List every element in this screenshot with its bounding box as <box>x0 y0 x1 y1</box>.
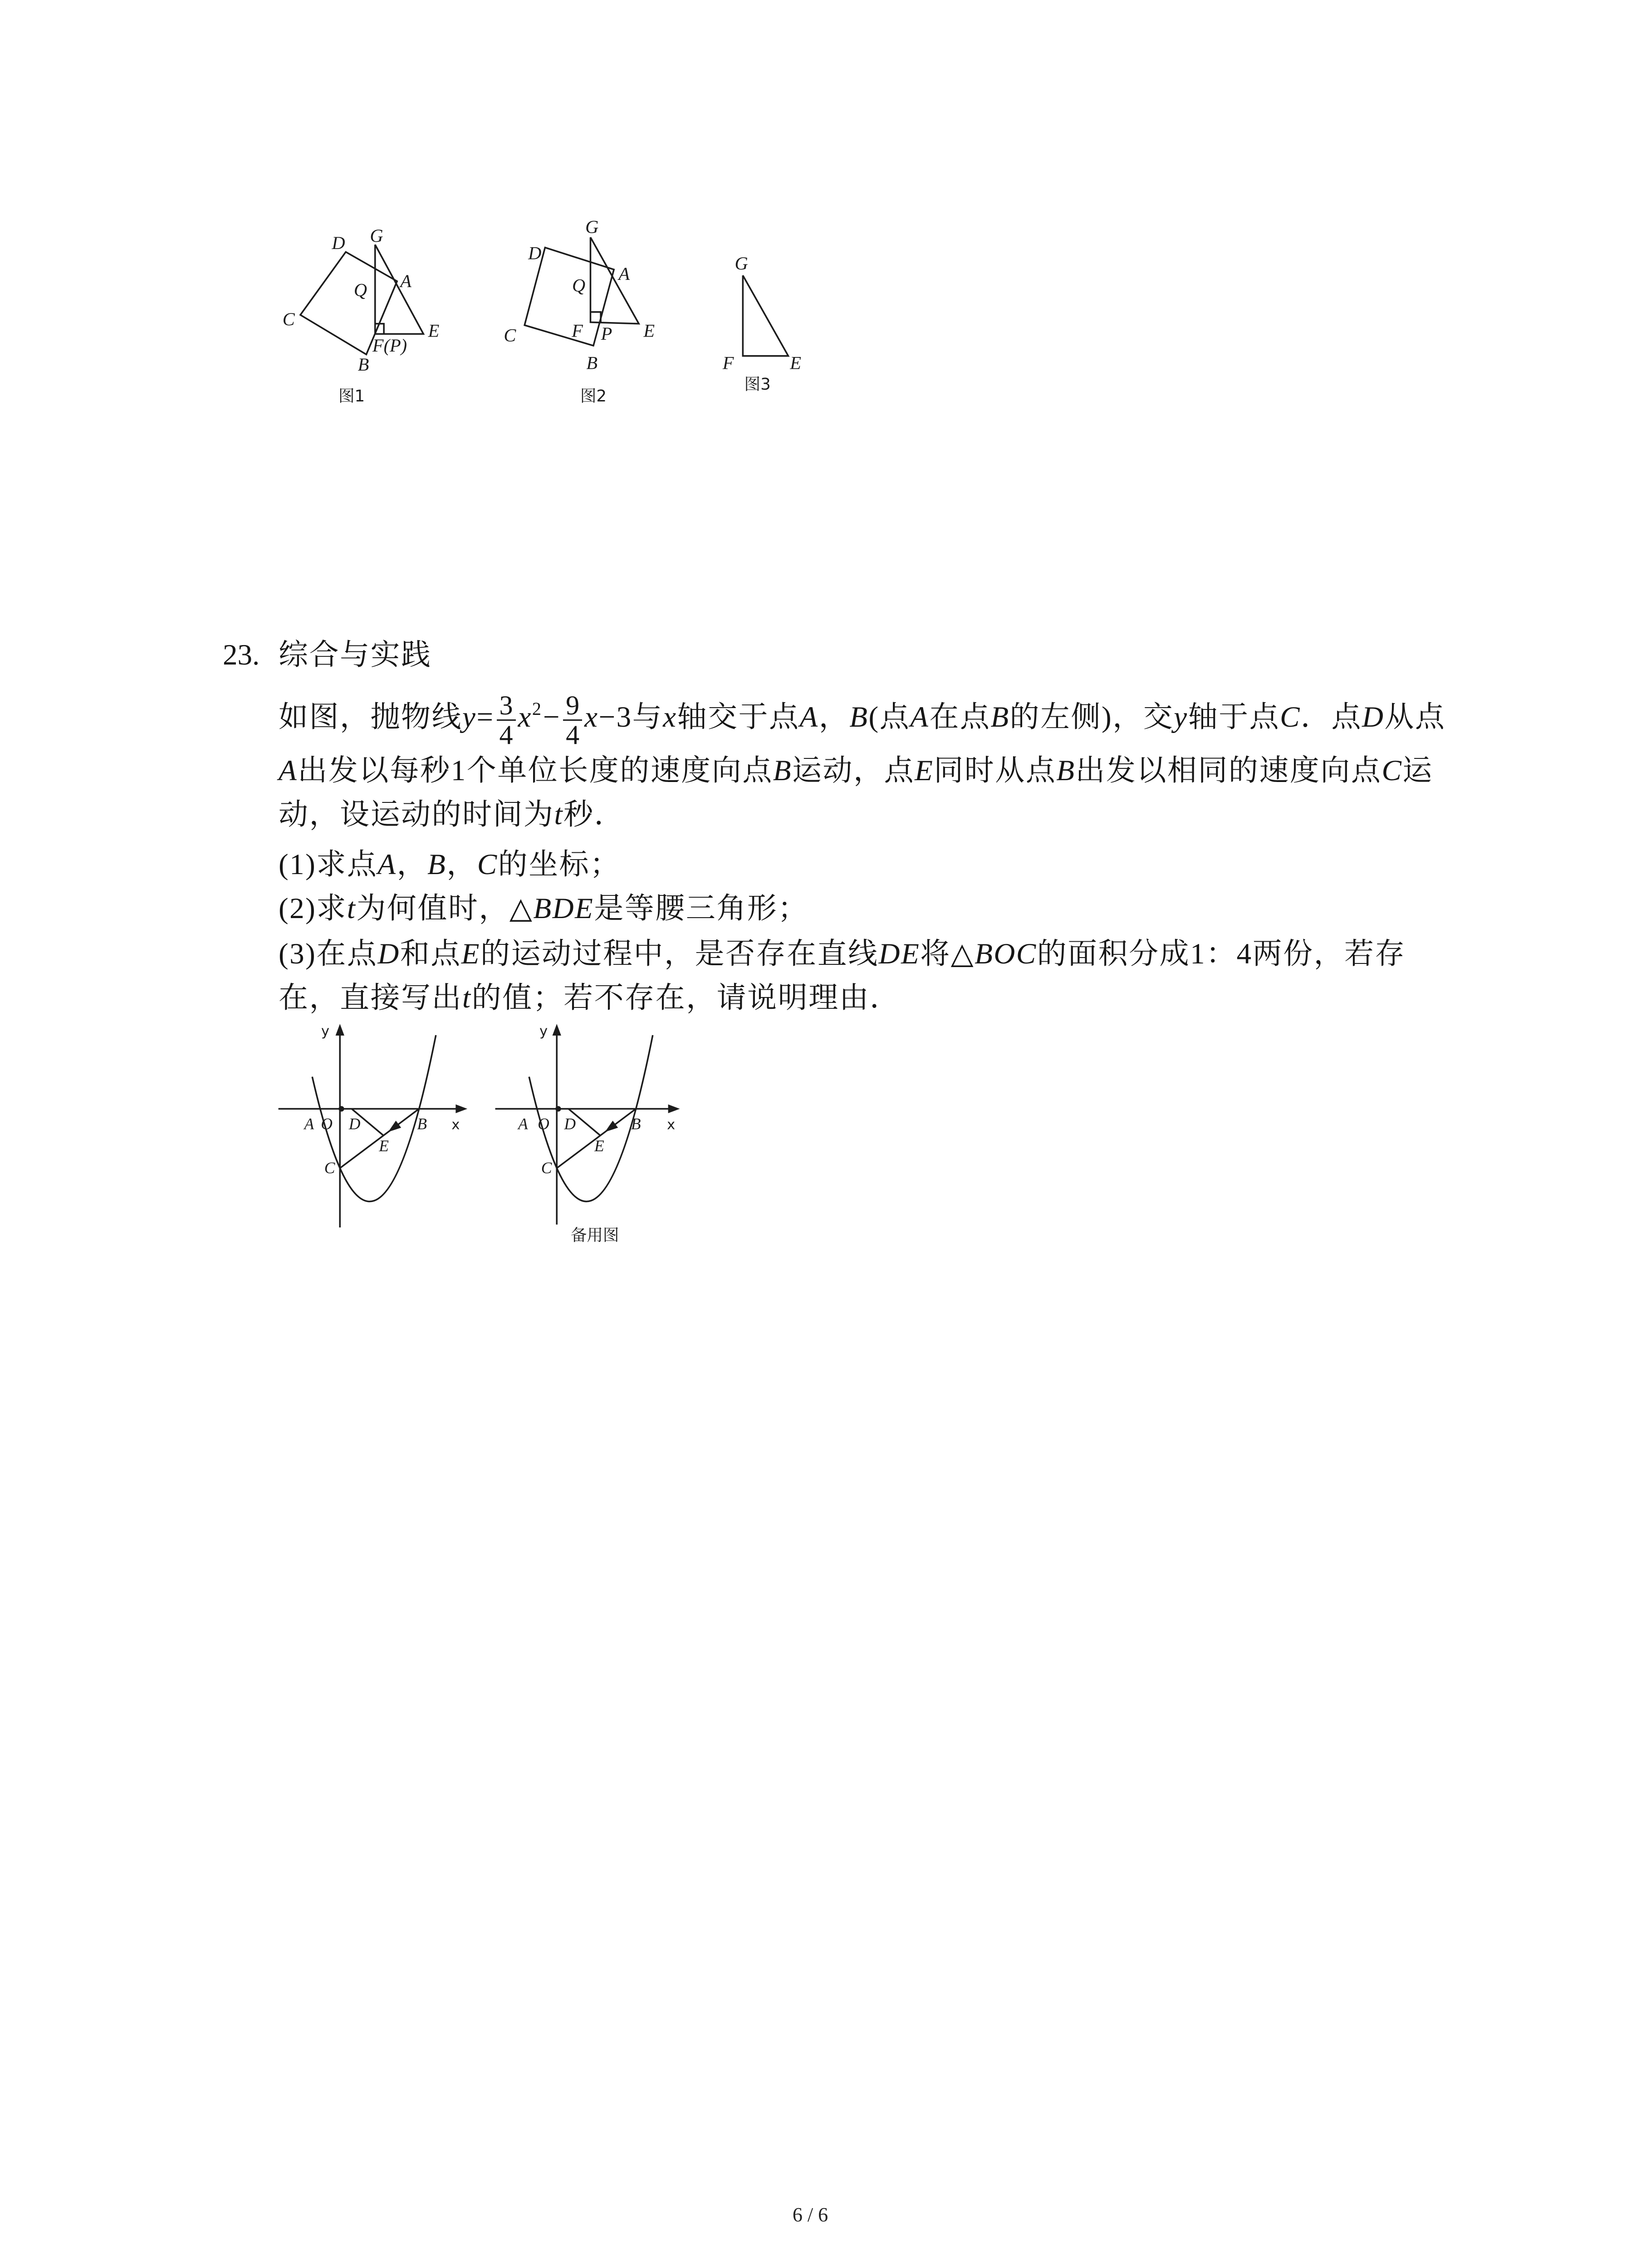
text-run: ， <box>818 701 850 733</box>
text-run: = <box>476 701 495 733</box>
graph1-label-a: A <box>304 1114 314 1133</box>
graph1-label-e: E <box>379 1137 389 1155</box>
page-number: 6 / 6 <box>792 2204 828 2226</box>
text-run: 轴于点 <box>1188 701 1280 733</box>
math-variable: A <box>799 701 819 733</box>
text-run: 运 <box>1402 754 1433 787</box>
math-variable: x <box>663 701 677 733</box>
fig3-label-g: G <box>735 253 748 274</box>
graph2-label-a: A <box>518 1114 528 1133</box>
right-angle-mark <box>590 312 601 323</box>
graph1-label-o: O <box>321 1114 333 1133</box>
text-run: (1)求点 <box>279 848 378 881</box>
math-variable: C <box>1280 701 1301 733</box>
y-axis-arrow-icon <box>553 1024 561 1036</box>
text-run: ， <box>446 848 477 881</box>
fig2-label-q: Q <box>572 275 586 296</box>
graph2-label-o: O <box>538 1114 549 1133</box>
fraction-numerator: 9 <box>563 691 582 721</box>
text-run: −3与 <box>598 701 663 733</box>
math-variable: DE <box>878 938 921 970</box>
graph1-label-b: B <box>417 1114 427 1133</box>
graph-2-labels <box>517 1023 675 1245</box>
origin-dot <box>338 1106 344 1111</box>
graph2-label-e: E <box>594 1137 604 1155</box>
triangle-gfe <box>375 244 424 334</box>
fig1-label-b: B <box>358 354 369 375</box>
question-part-3 <box>279 936 1406 972</box>
text-run: 出发以每秒1个单位长度的速度向点 <box>298 754 773 787</box>
fraction <box>497 691 516 749</box>
text-run: 的左侧)，交 <box>1009 701 1174 733</box>
text-run: 和点 <box>400 938 461 970</box>
text-run: 的运动过程中，是否存在直线 <box>480 938 879 970</box>
math-variable: A <box>377 848 397 881</box>
fig1-label-g: G <box>370 225 383 246</box>
fig2-label-f: F <box>572 320 583 341</box>
math-variable: x <box>584 701 599 733</box>
fig1-label-a: A <box>400 270 411 291</box>
math-variable: D <box>1362 701 1385 733</box>
fig2-label-e: E <box>643 320 655 341</box>
fig1-label-c: C <box>282 308 295 329</box>
text-run: 的值；若不存在，请说明理由． <box>471 982 901 1014</box>
fig3-caption: 图3 <box>744 375 771 394</box>
question-line-2 <box>279 753 1433 789</box>
text-run: 的面积分成1：4两份，若存 <box>1037 938 1406 970</box>
math-variable: t <box>554 798 564 831</box>
question-heading <box>223 637 432 673</box>
fig1-label-q: Q <box>353 279 367 300</box>
triangle-gfe <box>590 237 639 324</box>
math-variable: BOC <box>975 938 1037 970</box>
fraction-denominator: 4 <box>566 719 580 750</box>
math-variable: E <box>914 754 934 787</box>
y-axis-arrow-icon <box>336 1024 344 1036</box>
fig2-label-c: C <box>504 325 516 346</box>
fraction-numerator: 3 <box>497 691 516 721</box>
fig1-label-fp: F(P) <box>372 335 407 356</box>
fig2-label-a: A <box>618 263 630 284</box>
question-part-3-continued <box>279 980 901 1016</box>
fig2-label-p: P <box>601 323 612 344</box>
text-run: 同时从点 <box>934 754 1057 787</box>
triangle-gfe <box>743 275 788 356</box>
text-run: 在，直接写出 <box>279 982 463 1014</box>
graph2-label-x: x <box>667 1117 676 1133</box>
math-variable: A <box>279 754 298 787</box>
math-variable: B <box>849 701 869 733</box>
fig2-label-b: B <box>586 352 598 373</box>
math-variable: E <box>461 938 480 970</box>
question-part-2 <box>279 890 808 927</box>
math-variable: t <box>347 892 357 925</box>
math-variable: y <box>1174 701 1188 733</box>
math-variable: B <box>1056 754 1076 787</box>
math-variable: B <box>427 848 447 881</box>
question-number: 23. <box>223 639 260 671</box>
fig2-label-d: D <box>528 243 542 264</box>
motion-arrow-icon <box>388 1121 401 1132</box>
graph2-label-d: D <box>564 1114 576 1133</box>
graph1-label-d: D <box>348 1114 361 1133</box>
math-variable: x <box>518 701 532 733</box>
x-axis-arrow-icon <box>668 1105 680 1113</box>
motion-arrow-icon <box>605 1121 618 1132</box>
x-axis-arrow-icon <box>456 1105 467 1113</box>
text-run: 从点 <box>1384 701 1446 733</box>
text-run: 在点 <box>929 701 991 733</box>
math-variable: D <box>377 938 400 970</box>
question-part-1 <box>279 846 621 883</box>
figure-1-labels <box>283 225 440 406</box>
text-run: 运动，点 <box>792 754 915 787</box>
text-run: 的坐标； <box>498 848 621 881</box>
graph2-label-y: y <box>539 1023 548 1040</box>
math-variable: A <box>910 701 930 733</box>
text-run: (3)在点 <box>279 938 378 970</box>
superscript: 2 <box>532 699 541 719</box>
graph1-label-c: C <box>324 1158 335 1177</box>
text-run: 将△ <box>920 938 975 970</box>
math-variable: B <box>990 701 1010 733</box>
fraction-denominator: 4 <box>499 719 513 750</box>
text-run: 出发以相同的速度向点 <box>1075 754 1382 787</box>
origin-dot <box>555 1106 561 1111</box>
graph2-caption: 备用图 <box>570 1226 619 1245</box>
fig1-label-d: D <box>332 232 345 253</box>
fig2-label-g: G <box>585 216 599 237</box>
math-variable: t <box>462 982 472 1014</box>
graph2-label-b: B <box>631 1114 641 1133</box>
math-variable: C <box>477 848 498 881</box>
math-variable: y <box>462 701 477 733</box>
text-run: 如图，抛物线 <box>279 701 463 733</box>
text-run: − <box>543 701 561 733</box>
text-run: 动，设运动的时间为 <box>279 798 554 831</box>
text-run: 为何值时，△ <box>356 892 534 925</box>
text-run: (点 <box>868 701 911 733</box>
question-title: 综合与实践 <box>279 639 432 671</box>
fig1-caption: 图1 <box>338 386 365 406</box>
text-run: ， <box>397 848 428 881</box>
graph2-label-c: C <box>541 1158 552 1177</box>
text-run: 是等腰三角形； <box>594 892 808 925</box>
fig1-label-e: E <box>428 320 440 341</box>
fraction <box>563 691 582 749</box>
math-variable: BDE <box>533 892 594 925</box>
graph-1-labels <box>304 1023 460 1177</box>
fig3-label-e: E <box>790 352 801 373</box>
fig2-caption: 图2 <box>580 386 607 406</box>
fig3-label-f: F <box>722 352 734 373</box>
math-variable: B <box>773 754 792 787</box>
graph1-label-y: y <box>321 1023 330 1040</box>
text-run: 轴交于点 <box>677 701 800 733</box>
question-line-1 <box>279 677 1445 749</box>
text-run: 秒． <box>563 798 625 831</box>
math-variable: C <box>1381 754 1403 787</box>
text-run: (2)求 <box>279 892 347 925</box>
question-line-3 <box>279 797 625 833</box>
figure-3 <box>743 275 788 356</box>
figure-3-labels <box>722 253 801 394</box>
graph1-label-x: x <box>451 1117 460 1133</box>
text-run: ．点 <box>1300 701 1362 733</box>
